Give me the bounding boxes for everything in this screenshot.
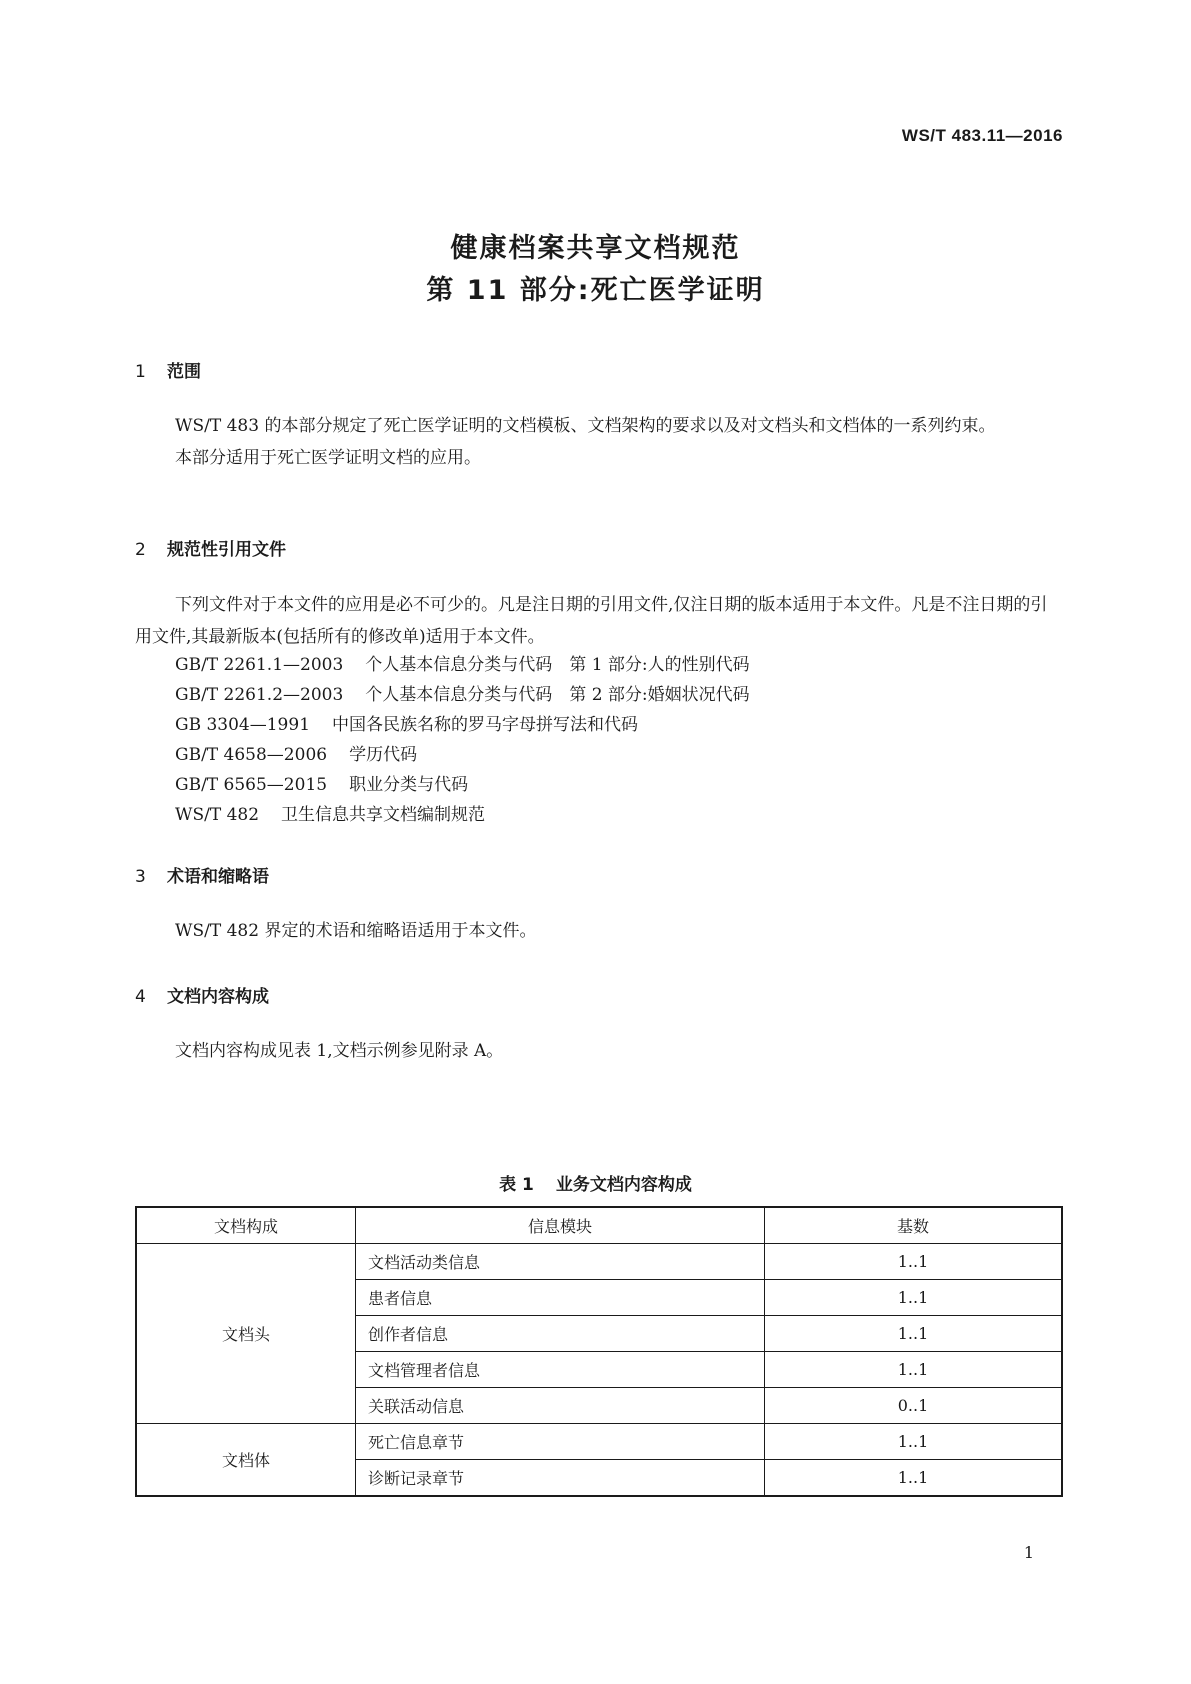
reference-title: 中国各民族名称的罗马字母拼写法和代码 [332, 715, 639, 735]
reference-code: GB/T 2261.2—2003 [175, 685, 344, 705]
section-title: 范围 [167, 362, 201, 382]
paragraph: 文档内容构成见表 1,文档示例参见附录 A。 [175, 1041, 504, 1061]
reference-code: GB 3304—1991 [175, 715, 311, 735]
column-header: 基数 [765, 1207, 1063, 1244]
reference-title: 职业分类与代码 [349, 775, 469, 795]
reference-item [175, 739, 417, 771]
reference-code: GB/T 4658—2006 [175, 745, 328, 765]
reference-title: 卫生信息共享文档编制规范 [281, 805, 486, 825]
group-cell: 文档头 [136, 1244, 356, 1424]
title-line-1: 健康档案共享文档规范 [450, 233, 741, 264]
section-title: 术语和缩略语 [167, 867, 269, 887]
table-row [136, 1244, 1062, 1280]
cardinality-cell: 1..1 [765, 1280, 1063, 1316]
module-cell: 文档活动类信息 [356, 1244, 765, 1280]
document-title [0, 228, 1191, 312]
section-title: 文档内容构成 [167, 987, 269, 1007]
section-2-body [135, 589, 1063, 653]
section-number: 1 [135, 362, 146, 382]
reference-code: WS/T 482 [175, 805, 260, 825]
reference-title: 学历代码 [349, 745, 418, 765]
reference-code: GB/T 2261.1—2003 [175, 655, 344, 675]
paragraph: WS/T 482 界定的术语和缩略语适用于本文件。 [175, 921, 537, 941]
section-number: 4 [135, 987, 146, 1007]
reference-item [175, 799, 485, 831]
cardinality-cell: 1..1 [765, 1352, 1063, 1388]
paragraph: WS/T 483 的本部分规定了死亡医学证明的文档模板、文档架构的要求以及对文档头和文档体的一系列约束。 [175, 416, 996, 436]
page-number: 1 [1023, 1543, 1034, 1562]
section-heading-2 [135, 535, 286, 560]
section-3-body [135, 915, 1063, 947]
cardinality-cell: 1..1 [765, 1316, 1063, 1352]
cardinality-cell: 1..1 [765, 1460, 1063, 1497]
paragraph: 本部分适用于死亡医学证明文档的应用。 [175, 448, 481, 468]
reference-item [175, 769, 468, 801]
module-cell: 文档管理者信息 [356, 1352, 765, 1388]
table-caption-title: 业务文档内容构成 [555, 1175, 692, 1195]
group-cell: 文档体 [136, 1424, 356, 1497]
section-number: 3 [135, 867, 146, 887]
cardinality-cell: 1..1 [765, 1424, 1063, 1460]
cardinality-cell: 1..1 [765, 1244, 1063, 1280]
module-cell: 诊断记录章节 [356, 1460, 765, 1497]
section-title: 规范性引用文件 [167, 540, 286, 560]
title-line-2: 第 11 部分:死亡医学证明 [426, 275, 765, 306]
table-header-row [136, 1207, 1062, 1244]
content-table [135, 1206, 1063, 1497]
table-row [136, 1424, 1062, 1460]
reference-code: GB/T 6565—2015 [175, 775, 328, 795]
table-caption-number: 表 1 [499, 1175, 534, 1195]
column-header: 信息模块 [356, 1207, 765, 1244]
section-heading-4 [135, 982, 269, 1007]
module-cell: 死亡信息章节 [356, 1424, 765, 1460]
section-heading-3 [135, 862, 269, 887]
module-cell: 创作者信息 [356, 1316, 765, 1352]
section-number: 2 [135, 540, 146, 560]
cardinality-cell: 0..1 [765, 1388, 1063, 1424]
paragraph: 下列文件对于本文件的应用是必不可少的。凡是注日期的引用文件,仅注日期的版本适用于本文件。凡是不注日期的引用文件,其最新版本(包括所有的修改单)适用于本文件。 [135, 595, 1048, 647]
column-header: 文档构成 [136, 1207, 356, 1244]
section-heading-1 [135, 357, 201, 382]
section-4-body [135, 1035, 1063, 1067]
reference-item [175, 679, 750, 711]
reference-title: 个人基本信息分类与代码 第 2 部分:婚姻状况代码 [365, 685, 750, 705]
module-cell: 关联活动信息 [356, 1388, 765, 1424]
standard-code: WS/T 483.11—2016 [901, 126, 1063, 145]
section-1-body [135, 410, 1063, 474]
reference-item [175, 709, 638, 741]
reference-title: 个人基本信息分类与代码 第 1 部分:人的性别代码 [365, 655, 750, 675]
reference-item [175, 649, 750, 681]
module-cell: 患者信息 [356, 1280, 765, 1316]
table-caption [0, 1170, 1191, 1195]
